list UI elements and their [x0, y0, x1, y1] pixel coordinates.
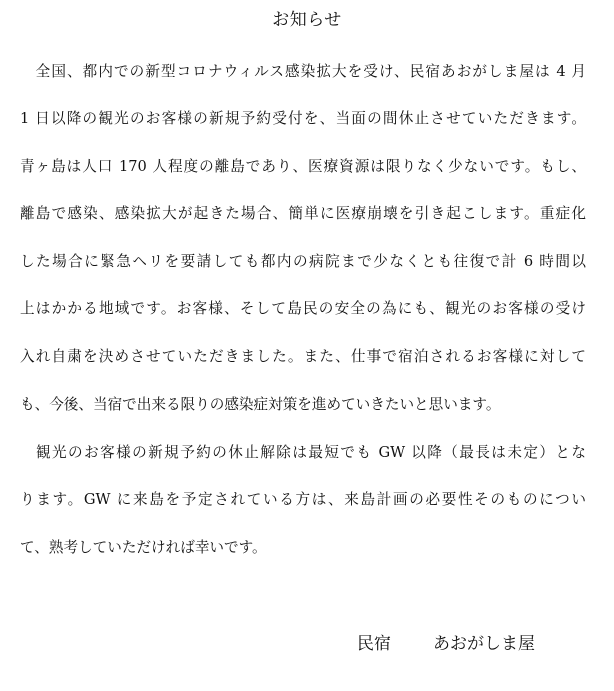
body-line: も、今後、当宿で出来る限りの感染症対策を進めていきたいと思います。	[20, 396, 501, 413]
body-line: ります。GW に来島を予定されている方は、来島計画の必要性そのものについ	[20, 491, 586, 508]
body-line: 全国、都内での新型コロナウィルス感染拡大を受け、民宿あおがしま屋は 4 月	[20, 63, 586, 80]
body-line: 1 日以降の観光のお客様の新規予約受付を、当面の間休止させていただきます。	[20, 110, 586, 127]
signature-business-name: あおがしま屋	[433, 634, 535, 654]
signature-business-type: 民宿	[357, 634, 391, 654]
notice-title: お知らせ	[272, 10, 342, 30]
body-line: 離島で感染、感染拡大が起きた場合、簡単に医療崩壊を引き起こします。重症化	[20, 205, 586, 222]
body-line: 観光のお客様の新規予約の休止解除は最短でも GW 以降（最長は未定）とな	[20, 444, 586, 461]
body-line: 青ヶ島は人口 170 人程度の離島であり、医療資源は限りなく少ないです。もし、	[20, 158, 586, 175]
body-line: て、熟考していただければ幸いです。	[20, 539, 267, 556]
body-line: した場合に緊急ヘリを要請しても都内の病院まで少なくとも往復で計 6 時間以	[20, 253, 586, 270]
body-line: 上はかかる地域です。お客様、そして島民の安全の為にも、観光のお客様の受け	[20, 300, 586, 317]
body-line: 入れ自粛を決めさせていただきました。また、仕事で宿泊されるお客様に対して	[20, 348, 586, 365]
signature	[357, 631, 535, 657]
